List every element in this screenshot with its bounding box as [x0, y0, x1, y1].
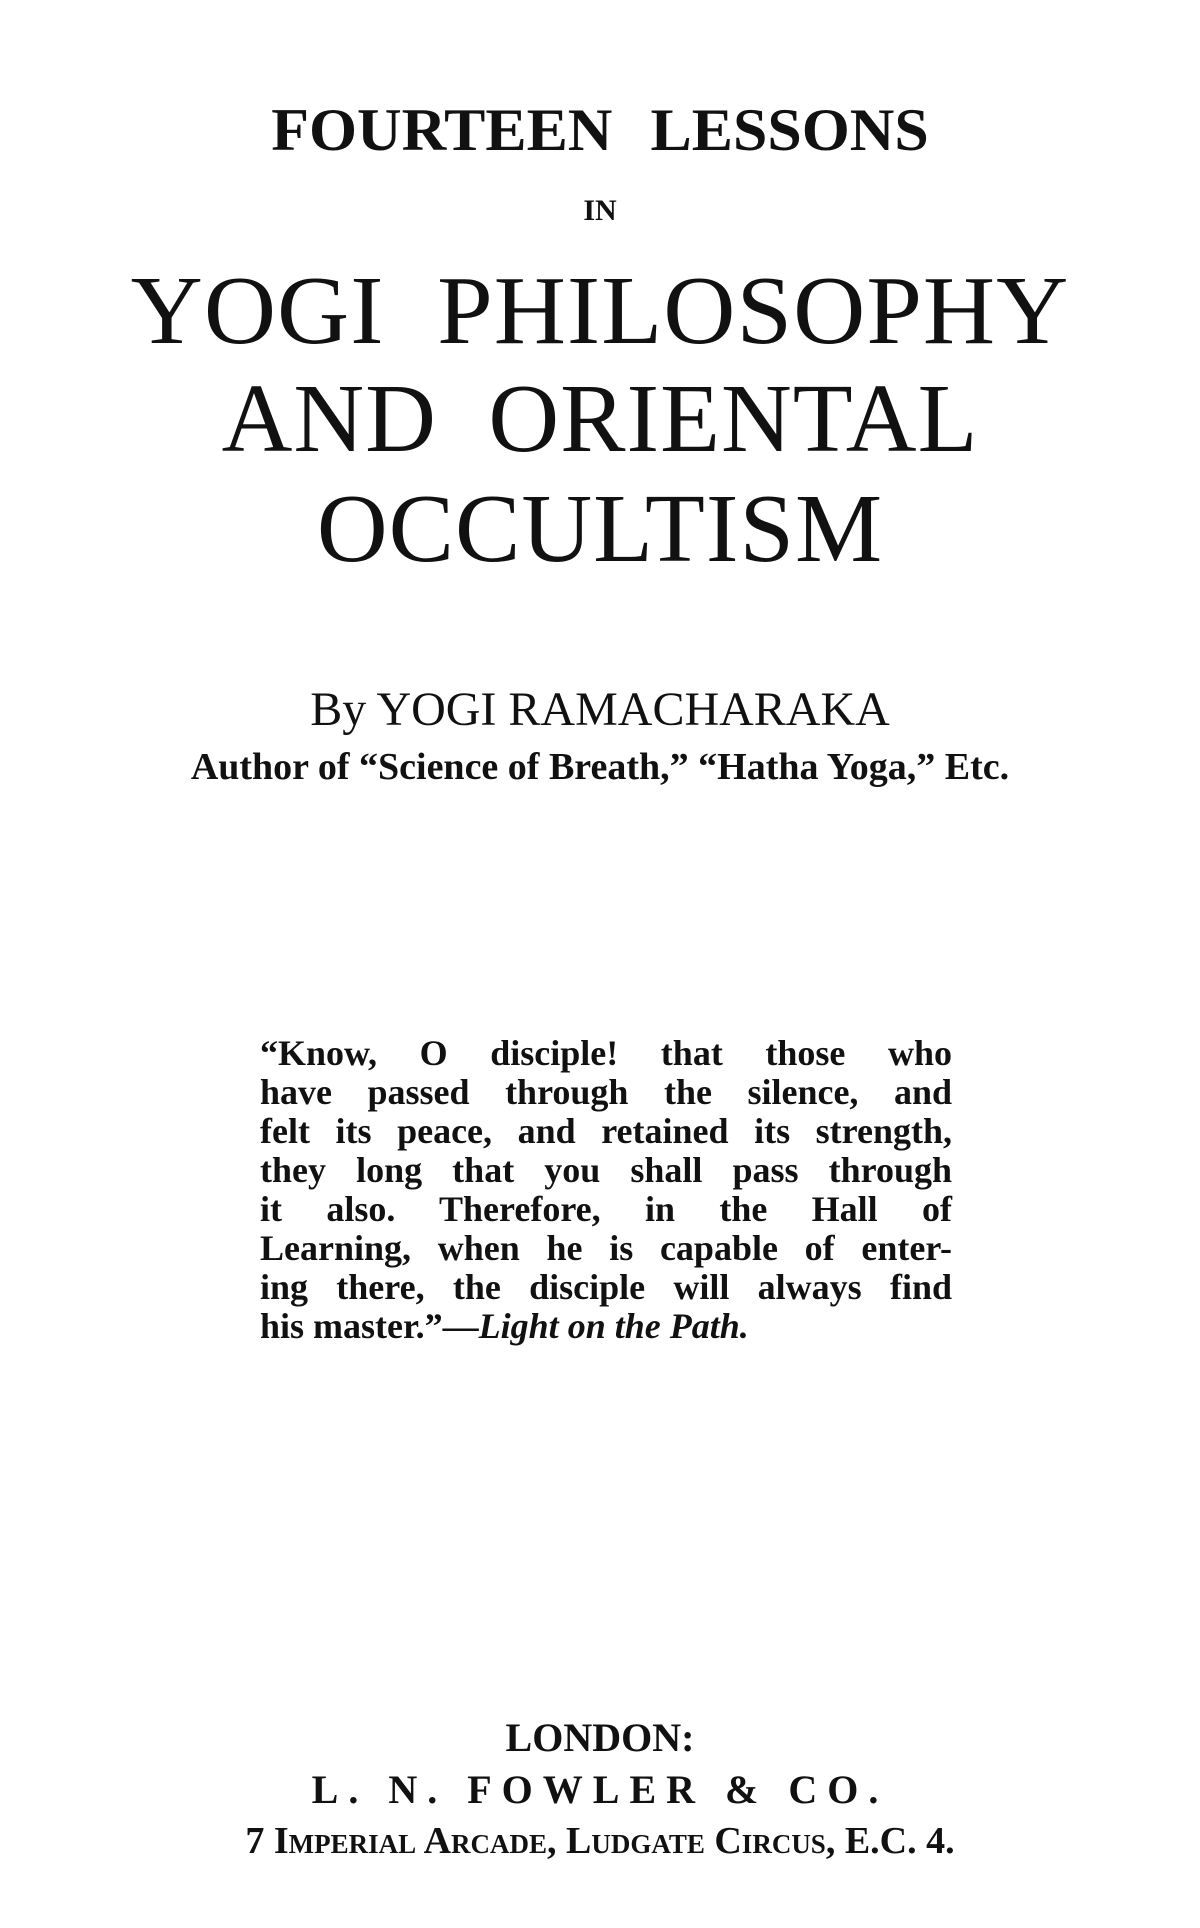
epigraph-line: have passed through the silence, and [260, 1072, 952, 1112]
imprint-city: LONDON: [505, 1715, 695, 1760]
imprint-publisher: L. N. FOWLER & CO. [311, 1767, 889, 1812]
epigraph-line: “Know, O disciple! that those who [260, 1033, 952, 1073]
main-title-line-3: OCCULTISM [316, 475, 884, 583]
epigraph-line: felt its peace, and retained its strength, [260, 1111, 952, 1151]
byline: By YOGI RAMACHARAKA [310, 683, 890, 736]
epigraph [260, 1034, 952, 1346]
epigraph-line: his master.”— [260, 1306, 479, 1346]
epigraph-line: they long that you shall pass through [260, 1150, 952, 1190]
epigraph-last-line [260, 1307, 952, 1346]
epigraph-line: it also. Therefore, in the Hall of [260, 1189, 952, 1229]
epigraph-source: Light on the Path. [478, 1306, 749, 1346]
title-connector: IN [583, 194, 617, 227]
epigraph-line: ing there, the disciple will always find [260, 1267, 952, 1307]
author-note: Author of “Science of Breath,” “Hatha Yoga,” Etc. [190, 746, 1010, 788]
main-title-line-2: AND ORIENTAL [221, 365, 979, 473]
series-title: FOURTEEN LESSONS [271, 97, 929, 163]
epigraph-line: Learning, when he is capable of enter- [260, 1228, 952, 1268]
main-title-line-1: YOGI PHILOSOPHY [130, 257, 1070, 365]
imprint-address: 7 Imperial Arcade, Ludgate Circus, E.C. 4. [245, 1820, 955, 1862]
